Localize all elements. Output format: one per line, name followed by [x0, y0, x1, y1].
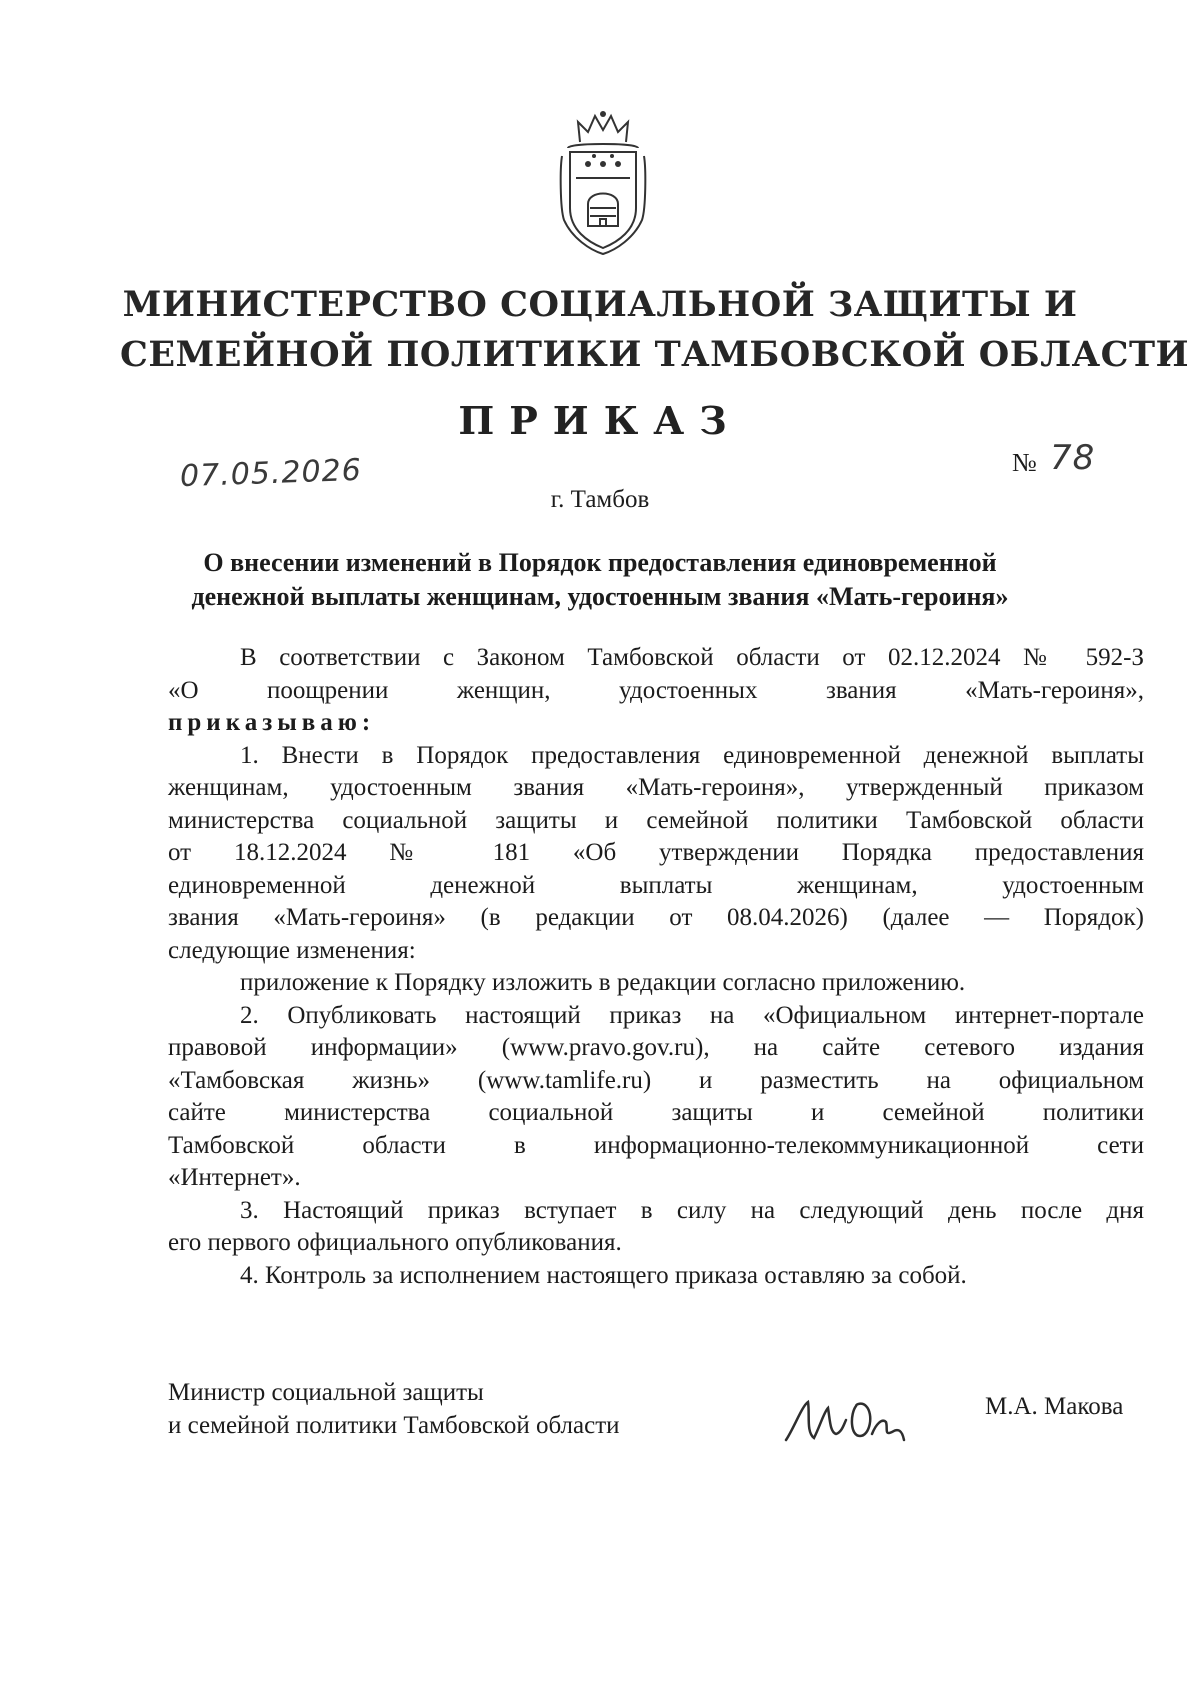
item3-line: его первого официального опубликования.	[168, 1229, 622, 1256]
item1-line: единовременной денежной выплаты женщинам, удостоенным	[168, 871, 1144, 899]
item2-line: Тамбовской области в информационно-телекоммуникационной сети	[168, 1131, 1144, 1159]
signatory-position-line1: Министр социальной защиты	[168, 1379, 484, 1406]
order-directive: приказываю:	[168, 709, 376, 736]
document-type: ПРИКАЗ	[458, 398, 742, 443]
item1-line: звания «Мать-героиня» (в редакции от 08.04.2026) (далее — Порядок)	[168, 904, 1144, 931]
item1-line: министерства социальной защиты и семейной политики Тамбовской области	[168, 806, 1144, 834]
item1-line: женщинам, удостоенным звания «Мать-героиня», утвержденный приказом	[168, 774, 1144, 801]
order-number: 78	[1050, 438, 1096, 478]
subject-line2: денежной выплаты женщинам, удостоенным звания «Мать-героиня»	[191, 582, 1009, 611]
preamble-line: «О поощрении женщин, удостоенных звания «Мать-героиня»,	[168, 676, 1144, 704]
signatory-position-line2: и семейной политики Тамбовской области	[168, 1412, 620, 1439]
order-body	[168, 642, 1144, 1292]
item2-line: 2. Опубликовать настоящий приказ на «Официальном интернет-портале	[240, 1001, 1144, 1029]
signatory-position	[168, 1376, 620, 1442]
order-number-label: №	[1012, 448, 1037, 477]
item3-line: 3. Настоящий приказ вступает в силу на следующий день после дня	[240, 1196, 1144, 1224]
subject-line1: О внесении изменений в Порядок предоставления единовременной	[203, 548, 997, 577]
item1-change: приложение к Порядку изложить в редакции согласно приложению.	[240, 969, 966, 996]
ministry-name	[120, 280, 1190, 380]
item2-line: «Интернет».	[168, 1164, 301, 1191]
item2-line: правовой информации» (www.pravo.gov.ru), на сайте сетевого издания	[168, 1034, 1144, 1061]
item2-line: «Тамбовская жизнь» (www.tamlife.ru) и разместить на официальном	[168, 1066, 1144, 1094]
coat-of-arms-icon	[548, 108, 658, 256]
ministry-name-line2: СЕМЕЙНОЙ ПОЛИТИКИ ТАМБОВСКОЙ ОБЛАСТИ	[120, 334, 1190, 375]
ministry-name-line1: МИНИСТЕРСТВО СОЦИАЛЬНОЙ ЗАЩИТЫ И	[122, 284, 1078, 325]
handwritten-signature	[780, 1388, 920, 1448]
item4-line: 4. Контроль за исполнением настоящего приказа оставляю за собой.	[240, 1261, 967, 1289]
item1-line: следующие изменения:	[168, 936, 416, 964]
signatory-name: М.А. Макова	[985, 1393, 1124, 1420]
order-date: 07.05.2026	[179, 452, 363, 495]
preamble-line: В соответствии с Законом Тамбовской области от 02.12.2024 № 592-З	[240, 644, 1144, 671]
item1-line: от 18.12.2024 № 181 «Об утверждении Порядка предоставления	[168, 839, 1144, 866]
item1-line: 1. Внести в Порядок предоставления единовременной денежной выплаты	[240, 741, 1144, 769]
city: г. Тамбов	[550, 486, 650, 513]
order-subject	[150, 546, 1050, 614]
item2-line: сайте министерства социальной защиты и семейной политики	[168, 1099, 1144, 1126]
